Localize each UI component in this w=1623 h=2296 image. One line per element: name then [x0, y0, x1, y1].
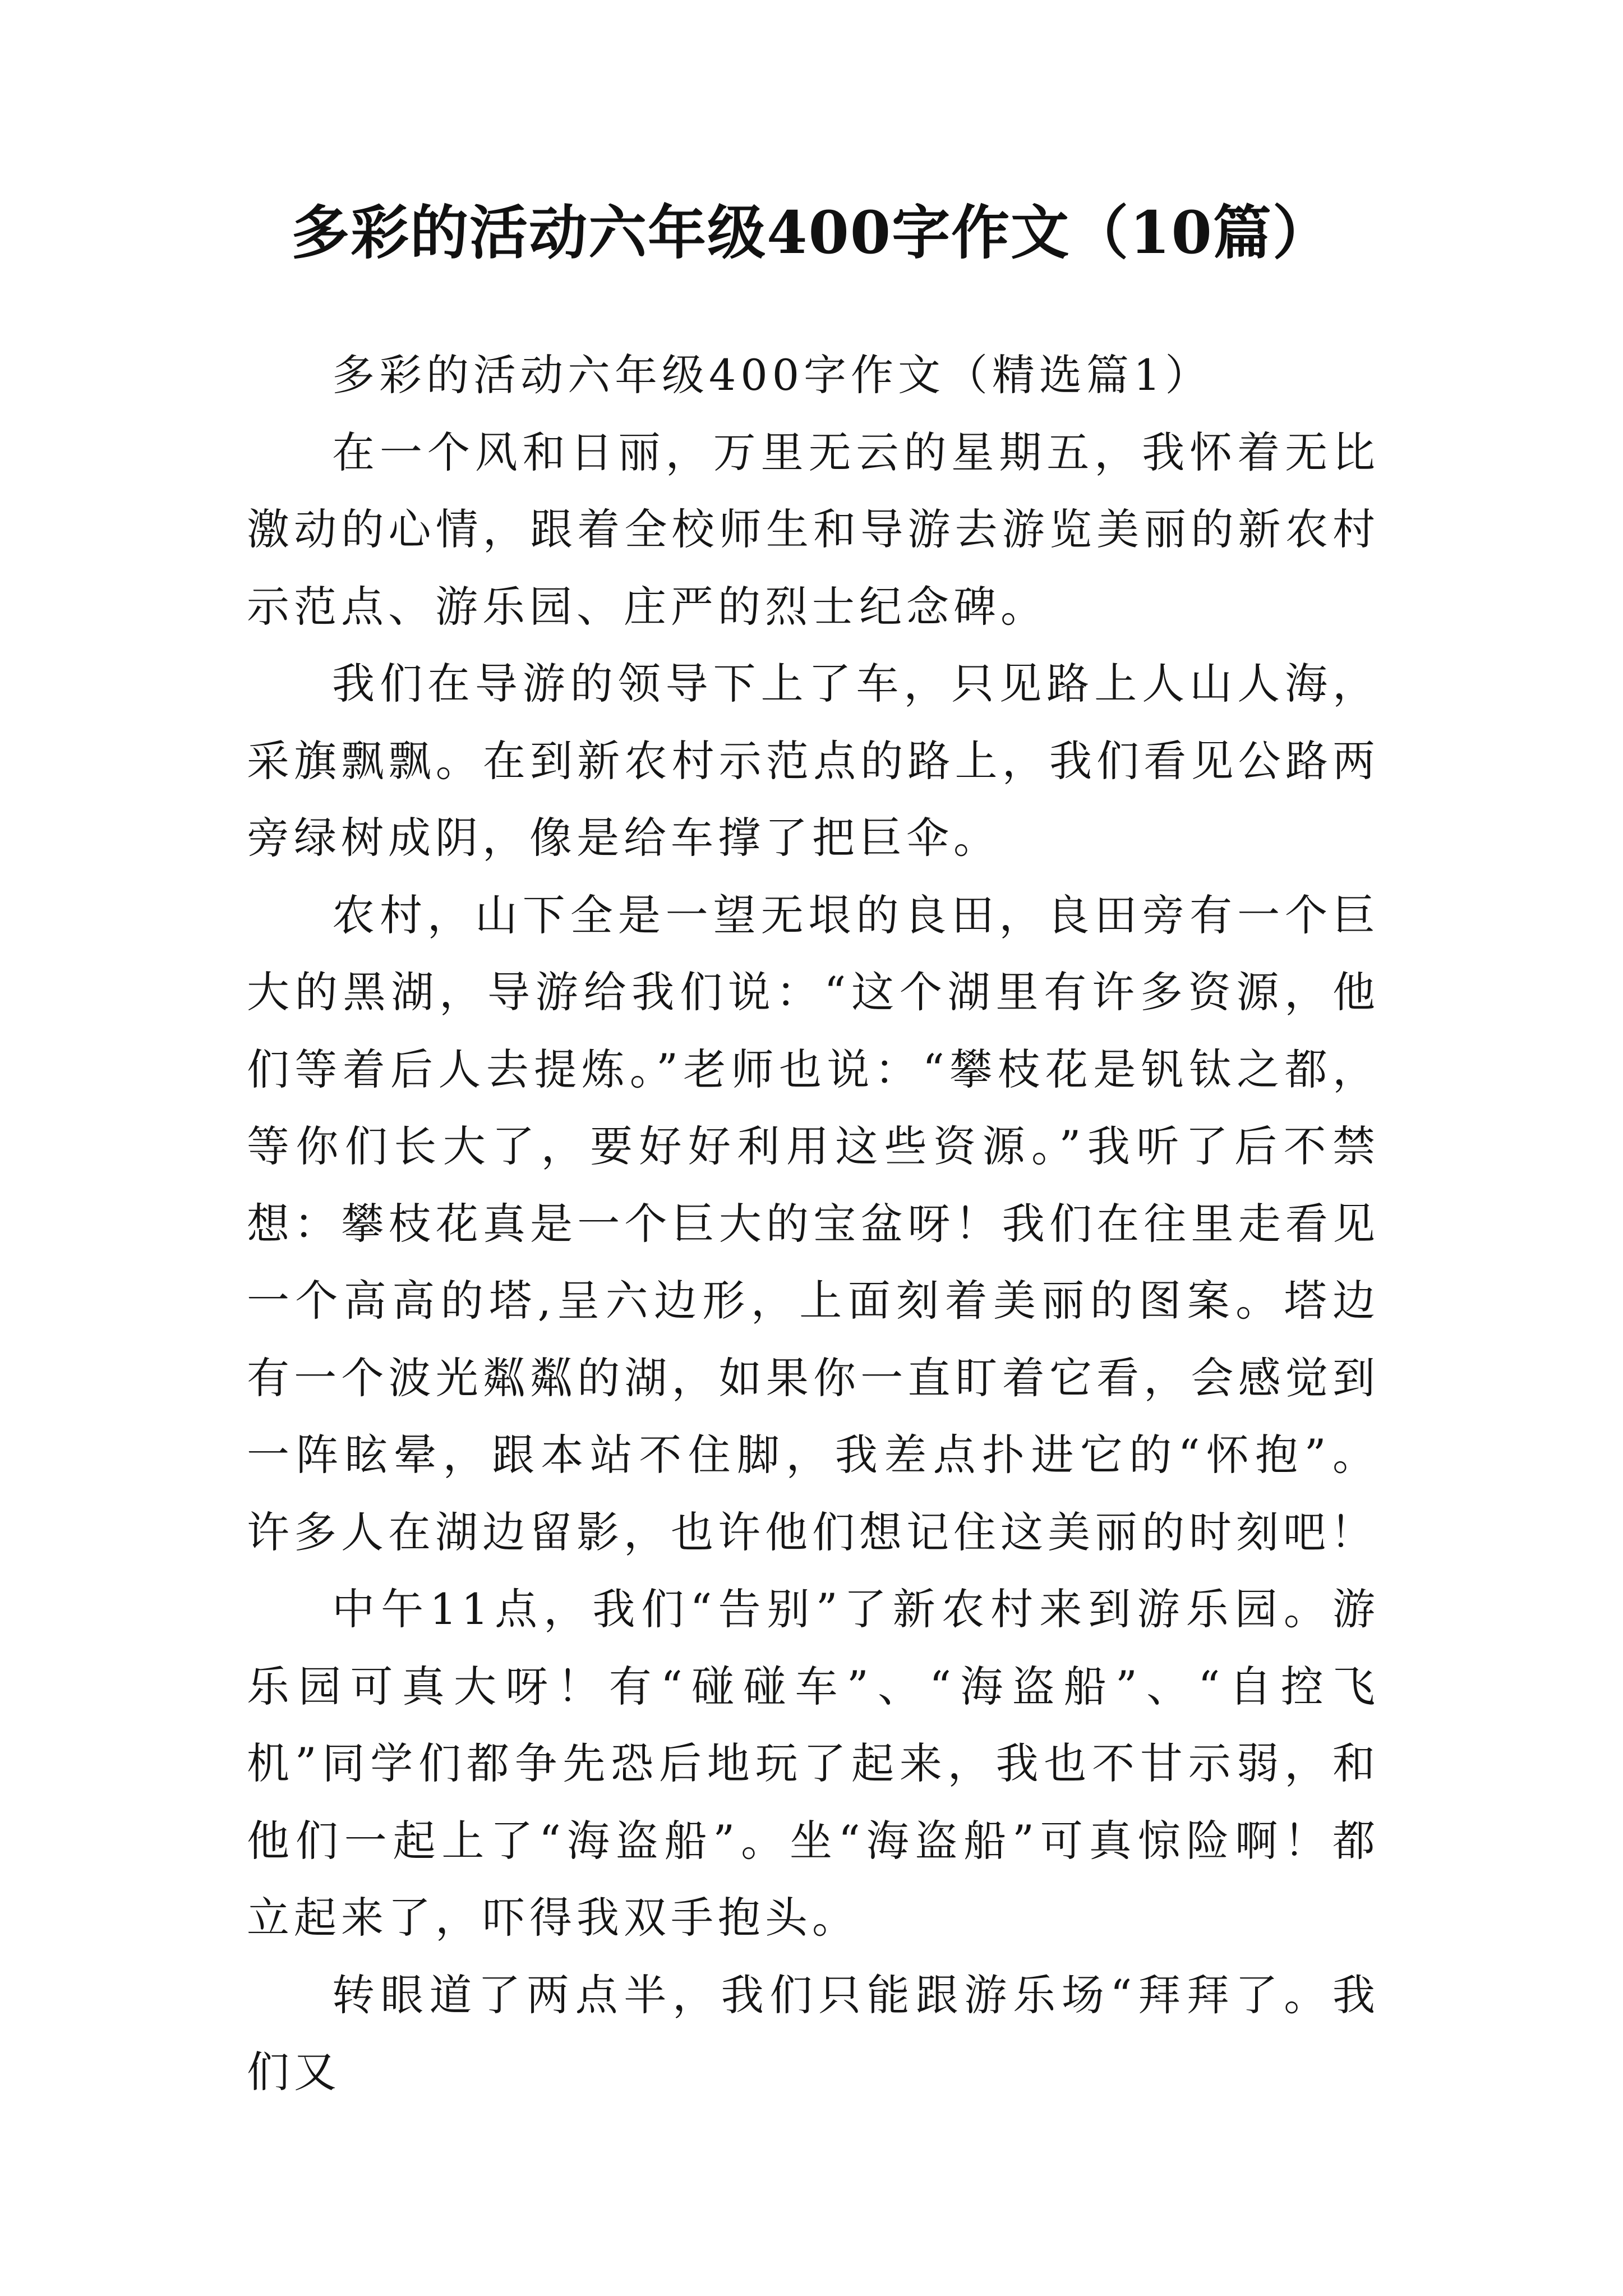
paragraph-3: 农村，山下全是一望无垠的良田，良田旁有一个巨大的黑湖，导游给我们说：“这个湖里有许多资源，他们等着后人去提炼。”老师也说：“攀枝花是钒钛之都，等你们长大了，要好好利用这些资源。”我听了后不禁想：攀枝花真是一个巨大的宝盆呀！我们在往里走看见一个高高的塔,呈六边形，上面刻着美丽的图案。塔边有一个波光粼粼的湖，如果你一直盯着它看，会感觉到一阵眩晕，跟本站不住脚，我差点扑进它的“怀抱”。许多人在湖边留影，也许他们想记住这美丽的时刻吧！: [247, 890, 1380, 1557]
section-heading: 多彩的活动六年级400字作文（精选篇1）: [332, 350, 1212, 400]
document-body: [247, 337, 1380, 2111]
paragraph-2: 我们在导游的领导下上了车，只见路上人山人海，采旗飘飘。在到新农村示范点的路上，我们看见公路两旁绿树成阴，像是给车撑了把巨伞。: [247, 659, 1380, 863]
paragraph-1: 在一个风和日丽，万里无云的星期五，我怀着无比激动的心情，跟着全校师生和导游去游览美丽的新农村示范点、游乐园、庄严的烈士纪念碑。: [247, 427, 1380, 632]
paragraph-4: 中午11点，我们“告别”了新农村来到游乐园。游乐园可真大呀！有“碰碰车”、“海盗船”、“自控飞机”同学们都争先恐后地玩了起来，我也不甘示弱，和他们一起上了“海盗船”。坐“海盗船”可真惊险啊！都立起来了，吓得我双手抱头。: [247, 1584, 1380, 1943]
document-title: 多彩的活动六年级400字作文（10篇）: [291, 198, 1332, 267]
paragraph-5: 转眼道了两点半，我们只能跟游乐场“拜拜了。我们又: [247, 1970, 1380, 2097]
